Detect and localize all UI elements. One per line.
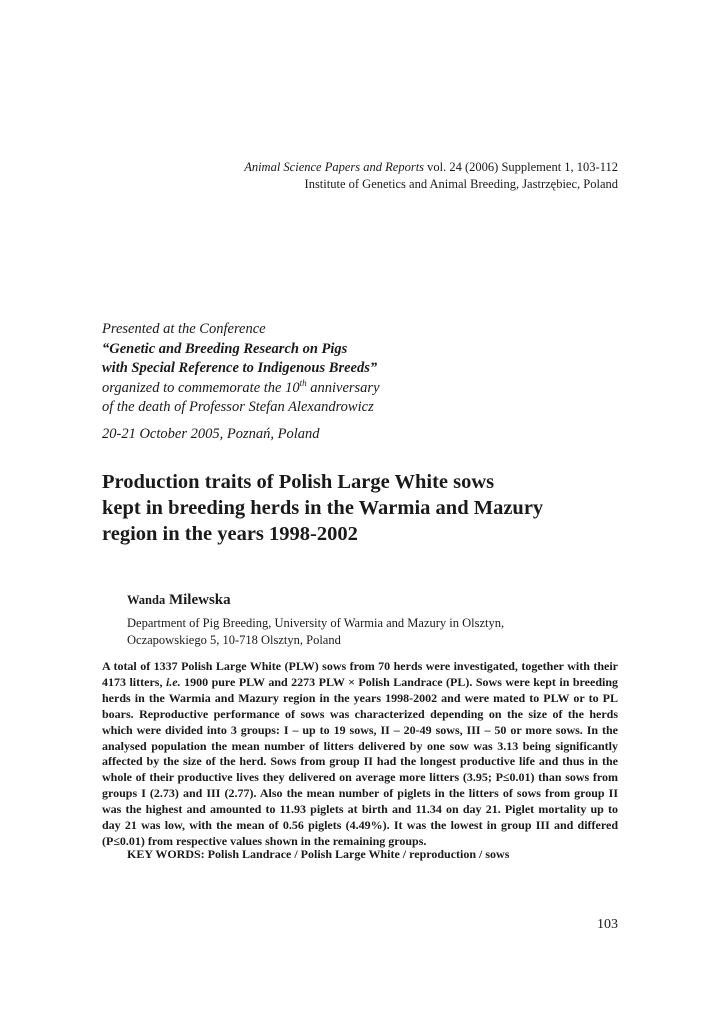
abstract-line [102, 675, 618, 691]
abstract-line: (P≤0.01) from respective values shown in the remaining groups. [102, 833, 427, 848]
title-line-3: region in the years 1998-2002 [102, 523, 358, 545]
conference-block [102, 320, 380, 444]
author-name [127, 592, 231, 609]
abstract-line: which were divided into 3 groups: I – up to 19 sows, II – 20-49 sows, III – 50 or more sows. In the [102, 722, 618, 737]
affiliation-line-1: Department of Pig Breeding, University of Warmia and Mazury in Olsztyn, [127, 616, 505, 630]
abstract-line: affected by the size of the herd. Sows from group II had the longest productive life and thus in the [102, 754, 618, 769]
abstract-ie: i.e. [165, 674, 181, 689]
journal-name: Animal Science Papers and Reports [244, 160, 425, 174]
conference-name-line1: “Genetic and Breeding Research on Pigs [102, 340, 348, 357]
commemorate-anniversary: anniversary [306, 379, 380, 396]
abstract-text: 1900 pure PLW and 2273 PLW × Polish Landrace (PL). Sows were kept in breeding [180, 674, 618, 689]
volume-info: vol. 24 (2006) Supplement 1, 103-112 [424, 160, 618, 174]
conference-death-line: of the death of Professor Stefan Alexandrowicz [102, 399, 374, 415]
abstract [102, 659, 618, 850]
keywords: KEY WORDS: Polish Landrace / Polish Large White / reproduction / sows [127, 847, 510, 861]
conference-date-place: 20-21 October 2005, Poznań, Poland [102, 425, 320, 442]
abstract-line: whole of their productive lives they delivered on average more litters (3.95; P≤0.01) than sows from [102, 770, 618, 785]
author-first-name: Wanda [127, 593, 166, 607]
commemorate-text: organized to commemorate the 10 [102, 379, 300, 396]
abstract-line: was the highest and amounted to 11.93 piglets at birth and 11.34 on day 21. Piglet mortality up to [102, 802, 618, 817]
title-line-1: Production traits of Polish Large White sows [102, 471, 495, 493]
abstract-line: groups I (2.73) and III (2.77). Also the mean number of piglets in the litters of sows from group II [102, 786, 618, 801]
conference-name-line2: with Special Reference to Indigenous Breeds” [102, 360, 378, 376]
abstract-line: day 21 was low, with the mean of 0.56 piglets (4.49%). It was the lowest in group III and differed [102, 818, 618, 833]
commemorate-sup: th [299, 377, 307, 388]
affiliation-line-2: Oczapowskiego 5, 10-718 Olsztyn, Poland [127, 633, 341, 647]
abstract-text: 4173 litters, [102, 674, 166, 689]
article-title [102, 469, 602, 547]
conference-commemorate [102, 379, 380, 399]
journal-citation [244, 159, 618, 176]
conference-presented: Presented at the Conference [102, 321, 266, 337]
abstract-line: analysed population the mean number of litters delivered by one sow was 3.13 being significantly [102, 738, 618, 753]
title-line-2: kept in breeding herds in the Warmia and Mazury [102, 497, 544, 519]
institute-line: Institute of Genetics and Animal Breeding, Jastrzębiec, Poland [304, 177, 618, 191]
author-last-name: Milewska [165, 592, 231, 608]
journal-header [244, 159, 618, 193]
abstract-line: A total of 1337 Polish Large White (PLW) sows from 70 herds were investigated, together with their [102, 659, 618, 673]
abstract-line: boars. Reproductive performance of sows was characterized depending on the size of the herds [102, 706, 618, 721]
abstract-line: herds in the Warmia and Mazury region in the years 1998-2002 and were mated to PLW or to PL [102, 690, 618, 705]
author-affiliation [127, 615, 504, 649]
page-number: 103 [597, 917, 618, 932]
